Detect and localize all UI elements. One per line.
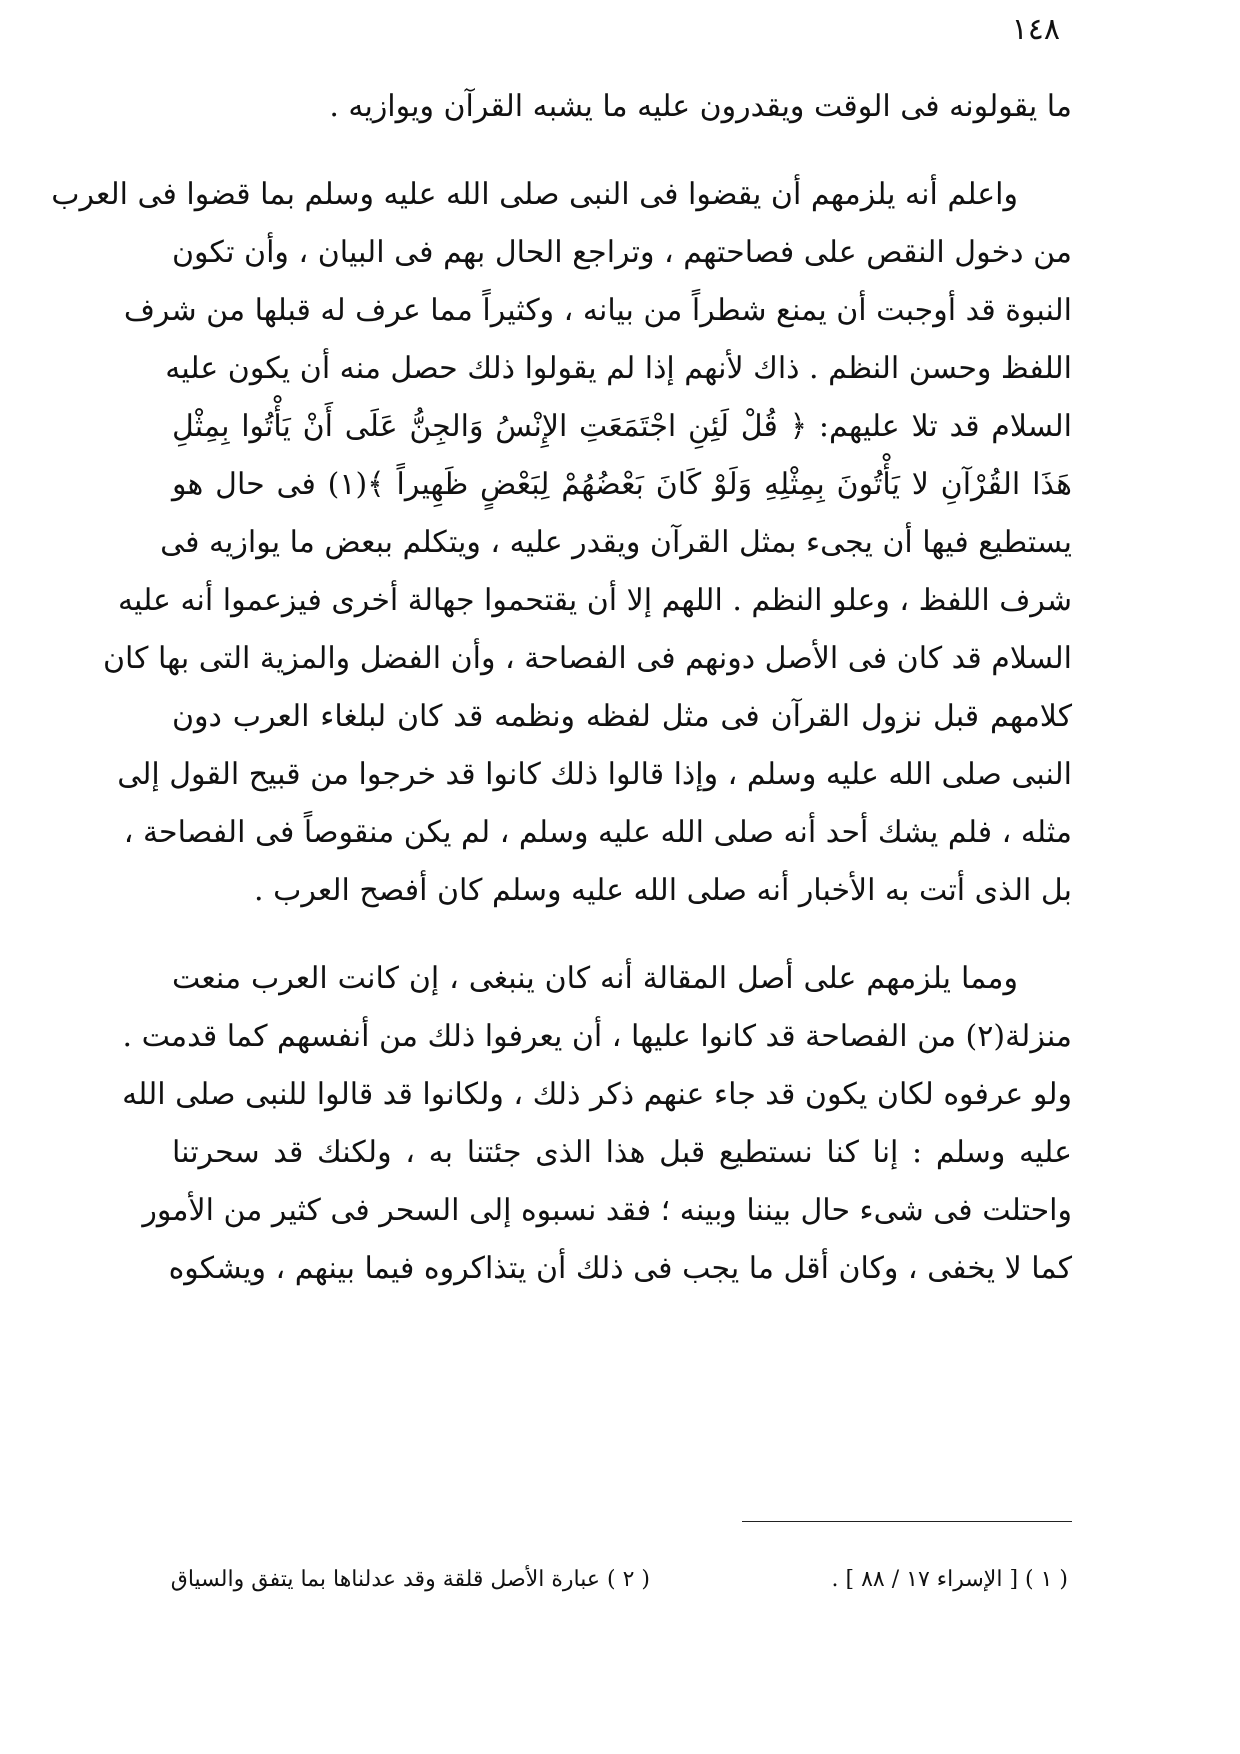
text-line: يستطيع فيها أن يجىء بمثل القرآن ويقدر عليه ، ويتكلم ببعض ما يوازيه فى: [160, 525, 1072, 560]
text-line: اللفظ وحسن النظم . ذاك لأنهم إذا لم يقولوا ذلك حصل منه أن يكون عليه: [165, 351, 1072, 386]
text-line: كلامهم قبل نزول القرآن فى مثل لفظه ونظمه قد كان لبلغاء العرب دون: [172, 699, 1072, 734]
text-line: من دخول النقص على فصاحتهم ، وتراجع الحال بهم فى البيان ، وأن تكون: [172, 235, 1072, 270]
text-line: عليه وسلم : إنا كنا نستطيع قبل هذا الذى جئتنا به ، ولكنك قد سحرتنا: [172, 1135, 1072, 1170]
text-line: واعلم أنه يلزمهم أن يقضوا فى النبى صلى الله عليه وسلم بما قضوا فى العرب: [51, 177, 1018, 212]
text-line: منزلة(٢) من الفصاحة قد كانوا عليها ، أن يعرفوا ذلك من أنفسهم كما قدمت .: [122, 1019, 1072, 1054]
text-line: بل الذى أتت به الأخبار أنه صلى الله عليه وسلم كان أفصح العرب .: [254, 873, 1072, 908]
text-line: السلام قد تلا عليهم: ﴿ قُلْ لَئِنِ اجْتَمَعَتِ الإِنْسُ وَالجِنُّ عَلَى أَنْ يَأْتُوا بِمِثْلِ: [172, 409, 1072, 444]
text-line: واحتلت فى شىء حال بيننا وبينه ؛ فقد نسبوه إلى السحر فى كثير من الأمور: [142, 1193, 1072, 1228]
body-text: [51, 78, 1072, 1298]
text-line: النبى صلى الله عليه وسلم ، وإذا قالوا ذلك كانوا قد خرجوا من قبيح القول إلى: [117, 757, 1072, 792]
text-line: ولو عرفوه لكان يكون قد جاء عنهم ذكر ذلك ، ولكانوا قد قالوا للنبى صلى الله: [122, 1077, 1072, 1112]
text-line: شرف اللفظ ، وعلو النظم . اللهم إلا أن يقتحموا جهالة أخرى فيزعموا أنه عليه: [117, 583, 1072, 618]
text-line: مثله ، فلم يشك أحد أنه صلى الله عليه وسلم ، لم يكن منقوصاً فى الفصاحة ،: [123, 815, 1072, 850]
paragraph-gap: [172, 136, 1072, 166]
text-line: هَذَا القُرْآنِ لا يَأْتُونَ بِمِثْلِهِ وَلَوْ كَانَ بَعْضُهُمْ لِبَعْضٍ ظَهِيراً ﴾(١) فى حال هو: [172, 467, 1072, 502]
footnote-2: ( ٢ ) عبارة الأصل قلقة وقد عدلناها بما يتفق والسياق: [170, 1567, 650, 1592]
text-line: السلام قد كان فى الأصل دونهم فى الفصاحة ، وأن الفضل والمزية التى بها كان: [102, 641, 1072, 676]
text-line: النبوة قد أوجبت أن يمنع شطراً من بيانه ، وكثيراً مما عرف له قبلها من شرف: [123, 293, 1072, 328]
text-line: كما لا يخفى ، وكان أقل ما يجب فى ذلك أن يتذاكروه فيما بينهم ، ويشكوه: [168, 1251, 1072, 1286]
page-number: ١٤٨: [1011, 12, 1060, 47]
text-line: ومما يلزمهم على أصل المقالة أنه كان ينبغى ، إن كانت العرب منعت: [172, 961, 1018, 996]
text-line: ما يقولونه فى الوقت ويقدرون عليه ما يشبه القرآن ويوازيه .: [329, 89, 1072, 124]
footnote-1: ( ١ ) [ الإسراء ١٧ / ٨٨ ] .: [831, 1567, 1068, 1592]
footnote-divider: [742, 1521, 1072, 1522]
paragraph-gap: [172, 920, 1072, 950]
